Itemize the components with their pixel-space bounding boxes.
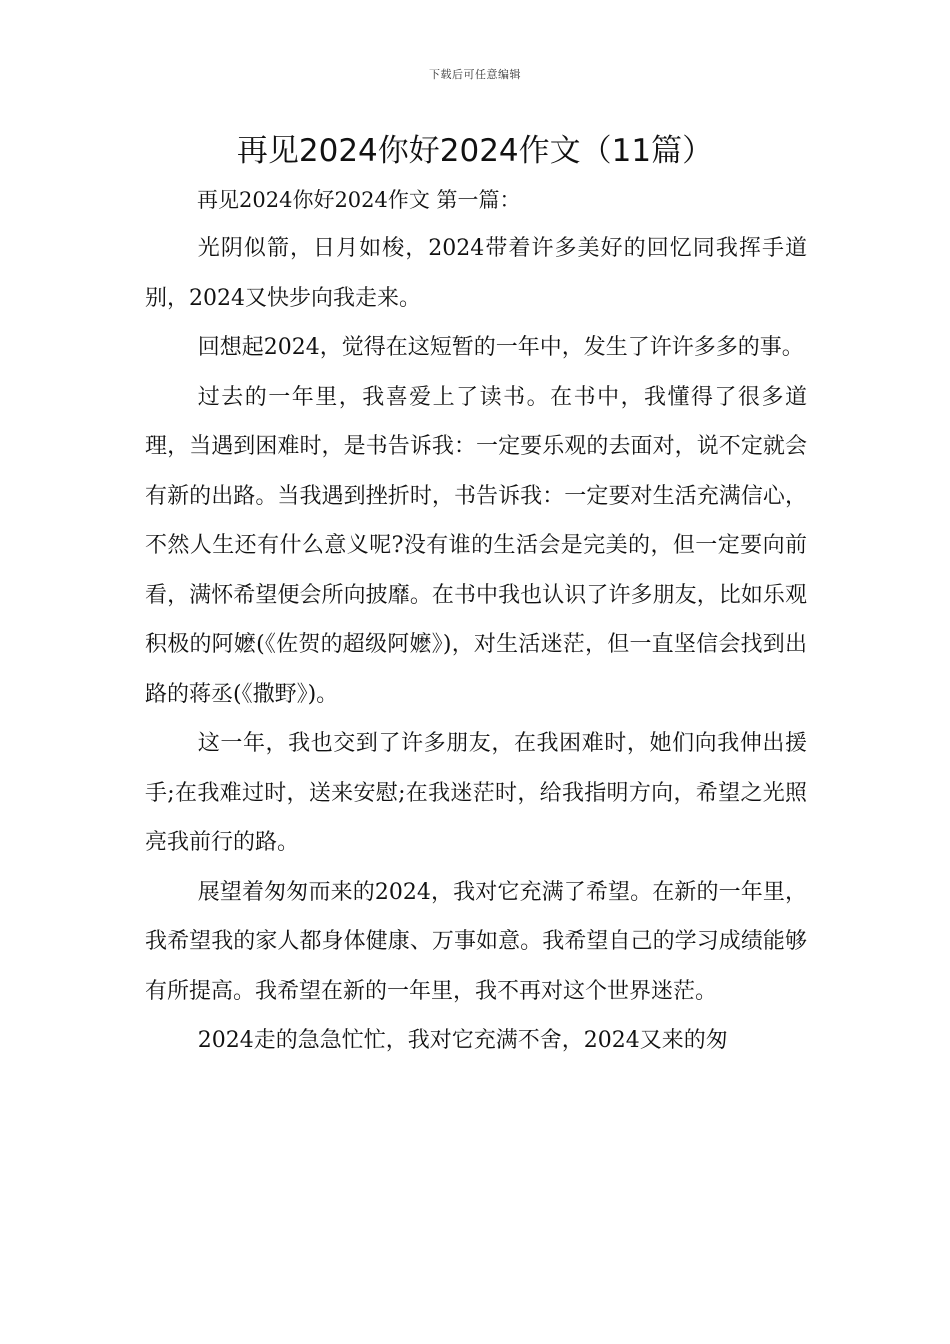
document-title: 再见2024你好2024作文（11篇） [236,133,714,169]
paragraph: 回想起2024，觉得在这短暂的一年中，发生了许许多多的事。 [197,335,804,360]
paragraph: 这一年，我也交到了许多朋友，在我困难时，她们向我伸出援手;在我难过时，送来安慰;在我迷茫时，给我指明方向，希望之光照亮我前行的路。 [145,731,807,855]
paragraph: 过去的一年里，我喜爱上了读书。在书中，我懂得了很多道理，当遇到困难时，是书告诉我：一定要乐观的去面对，说不定就会有新的出路。当我遇到挫折时，书告诉我：一定要对生活充满信心，不然人生还有什么意义呢?没有谁的生活会是完美的，但一定要向前看，满怀希望便会所向披靡。在书中我也认识了许多朋友，比如乐观积极的阿嬷(《佐贺的超级阿嬷》)，对生活迷茫，但一直坚信会找到出路的蒋丞(《撒野》)。 [145,384,807,707]
paragraph: 2024走的急急忙忙，我对它充满不舍，2024又来的匆 [197,1028,728,1053]
header-note: 下载后可任意编辑 [429,68,521,81]
paragraph: 展望着匆匆而来的2024，我对它充满了希望。在新的一年里，我希望我的家人都身体健康、万事如意。我希望自己的学习成绩能够有所提高。我希望在新的一年里，我不再对这个世界迷茫。 [145,879,807,1004]
paragraph: 光阴似箭，日月如梭，2024带着许多美好的回忆同我挥手道别，2024又快步向我走来。 [145,236,807,311]
section-subtitle: 再见2024你好2024作文 第一篇： [197,188,521,212]
article-body [145,224,807,1066]
